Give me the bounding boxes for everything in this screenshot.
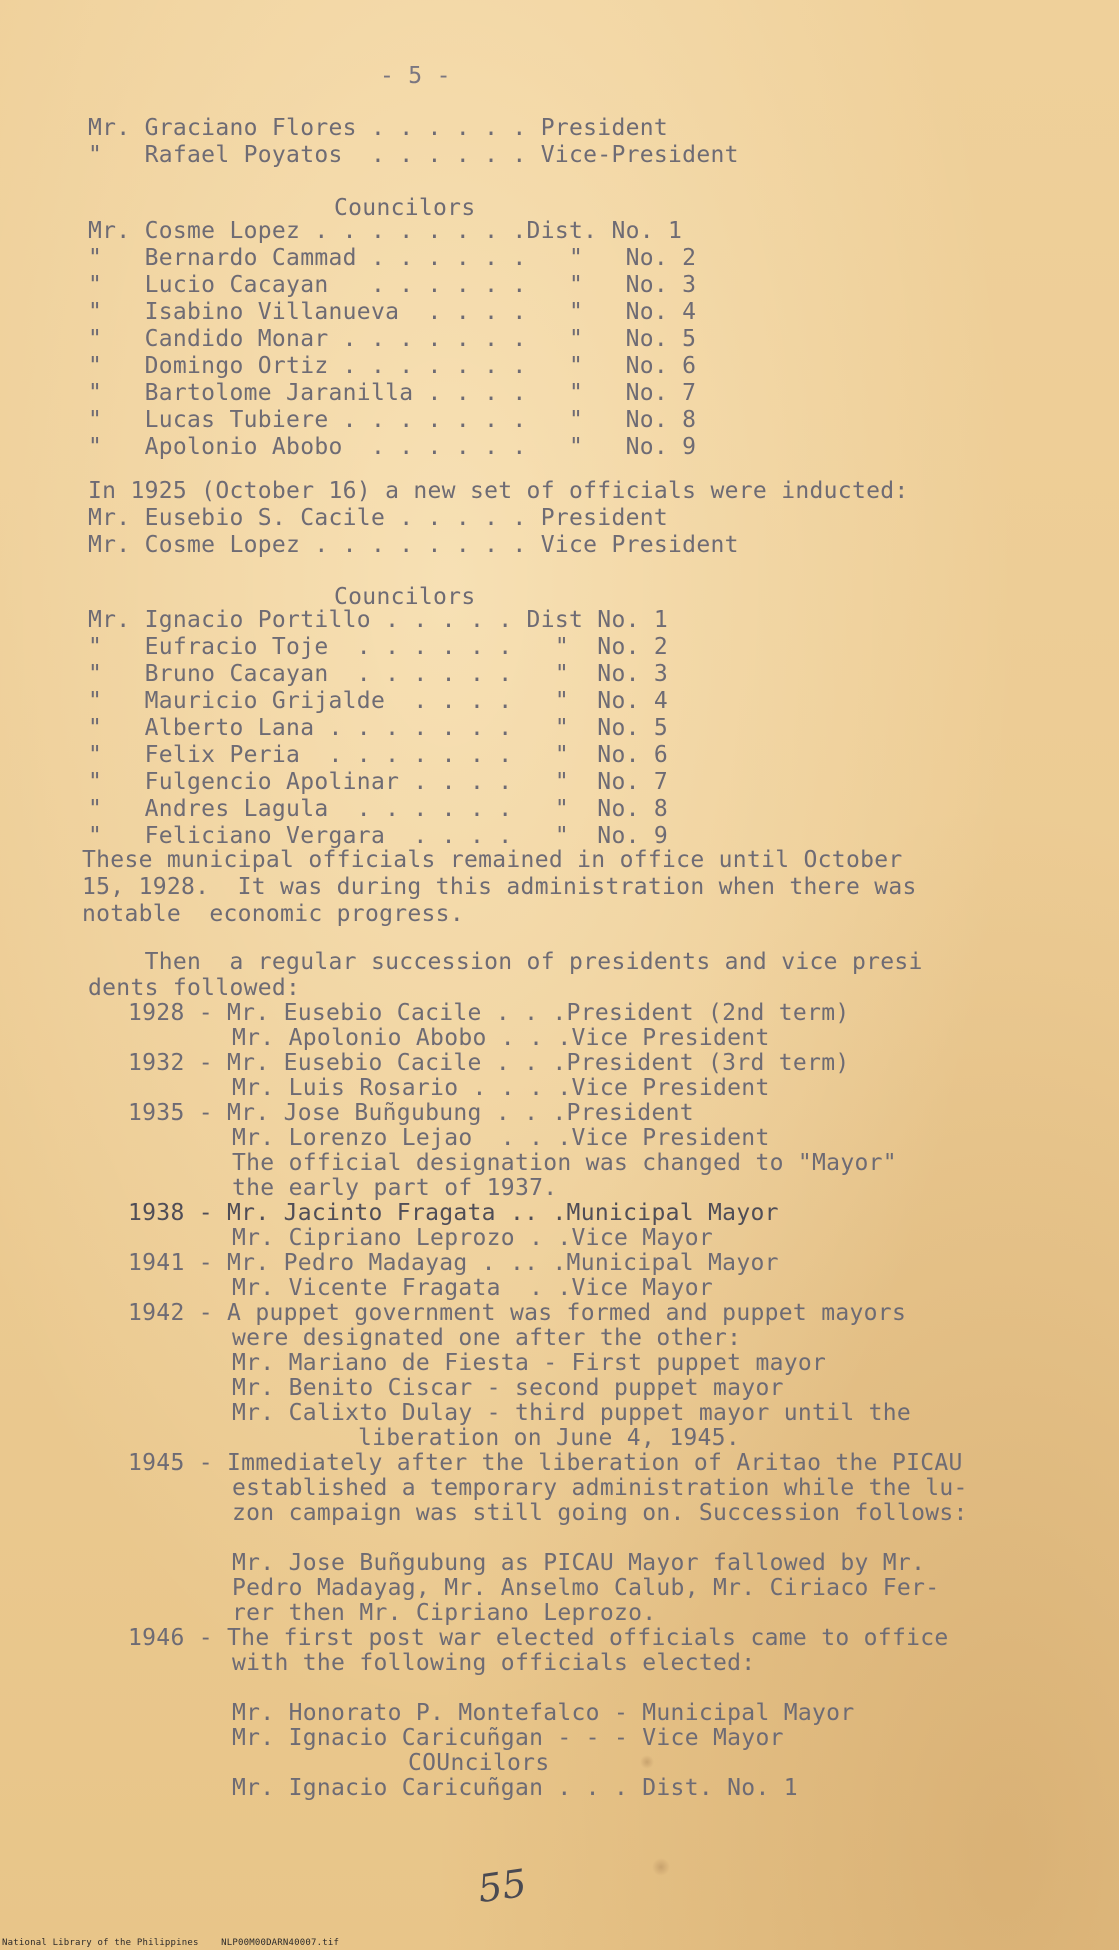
text-line: The official designation was changed to "Mayor" (232, 1150, 897, 1176)
text-line: Mr. Apolonio Abobo . . .Vice President (232, 1025, 770, 1051)
text-line: " Candido Monar . . . . . . . " No. 5 (88, 326, 697, 352)
text-line: zon campaign was still going on. Succession follows: (232, 1500, 968, 1526)
text-line: " Apolonio Abobo . . . . . . " No. 9 (88, 434, 697, 460)
text-line: 15, 1928. It was during this administration when there was (82, 874, 917, 900)
text-line: Then a regular succession of presidents and vice presi (88, 949, 923, 975)
text-line: 1946 - The first post war elected officials came to office (128, 1625, 949, 1651)
text-line: " Fulgencio Apolinar . . . . " No. 7 (88, 769, 669, 795)
ink-stain (652, 1858, 670, 1876)
text-line: 1938 - Mr. Jacinto Fragata .. .Municipal Mayor (128, 1200, 779, 1226)
text-line: dents followed: (88, 975, 301, 1001)
text-line: Mr. Benito Ciscar - second puppet mayor (232, 1375, 784, 1401)
text-line: " Domingo Ortiz . . . . . . . " No. 6 (88, 353, 697, 379)
text-line: 1935 - Mr. Jose Buñgubung . . .President (128, 1100, 694, 1126)
text-line: " Rafael Poyatos . . . . . . Vice-President (88, 142, 739, 168)
text-line: " Bernardo Cammad . . . . . . " No. 2 (88, 245, 697, 271)
handwritten-page-mark: 55 (475, 1860, 530, 1912)
text-line: Mr. Luis Rosario . . . .Vice President (232, 1075, 770, 1101)
text-line: rer then Mr. Cipriano Leprozo. (232, 1600, 657, 1626)
text-line: the early part of 1937. (232, 1175, 558, 1201)
text-line: " Feliciano Vergara . . . . " No. 9 (88, 823, 669, 849)
section-heading: Councilors (334, 584, 476, 610)
text-line: " Eufracio Toje . . . . . . " No. 2 (88, 634, 669, 660)
text-line: 1942 - A puppet government was formed and puppet mayors (128, 1300, 907, 1326)
text-line: " Bartolome Jaranilla . . . . " No. 7 (88, 380, 697, 406)
text-line: Mr. Eusebio S. Cacile . . . . . President (88, 505, 669, 531)
text-line: " Mauricio Grijalde . . . . " No. 4 (88, 688, 669, 714)
section-heading: Councilors (334, 195, 476, 221)
text-line: Mr. Cipriano Leprozo . .Vice Mayor (232, 1225, 714, 1251)
text-line: 1945 - Immediately after the liberation of Aritao the PICAU (128, 1450, 963, 1476)
text-line: Mr. Lorenzo Lejao . . .Vice President (232, 1125, 770, 1151)
text-line: 1932 - Mr. Eusebio Cacile . . .President (3rd term) (128, 1050, 850, 1076)
text-line: These municipal officials remained in office until October (82, 847, 903, 873)
text-line: " Andres Lagula . . . . . . " No. 8 (88, 796, 669, 822)
text-line: In 1925 (October 16) a new set of officials were inducted: (88, 478, 909, 504)
text-line: Pedro Madayag, Mr. Anselmo Calub, Mr. Ciriaco Fer- (232, 1575, 940, 1601)
text-line: " Bruno Cacayan . . . . . . " No. 3 (88, 661, 669, 687)
text-line: " Alberto Lana . . . . . . . " No. 5 (88, 715, 669, 741)
ink-stain (640, 1755, 654, 1769)
text-line: " Isabino Villanueva . . . . " No. 4 (88, 299, 697, 325)
text-line: notable economic progress. (82, 901, 464, 927)
text-line: Mr. Vicente Fragata . .Vice Mayor (232, 1275, 714, 1301)
text-line: Mr. Ignacio Caricuñgan - - - Vice Mayor (232, 1725, 784, 1751)
text-line: Mr. Jose Buñgubung as PICAU Mayor fallowed by Mr. (232, 1550, 926, 1576)
text-line: " Lucio Cacayan . . . . . . " No. 3 (88, 272, 697, 298)
text-line: with the following officials elected: (232, 1650, 756, 1676)
text-line: Mr. Cosme Lopez . . . . . . . . Vice President (88, 532, 739, 558)
text-line: " Lucas Tubiere . . . . . . . " No. 8 (88, 407, 697, 433)
text-line: Mr. Mariano de Fiesta - First puppet mayor (232, 1350, 827, 1376)
text-line: 1928 - Mr. Eusebio Cacile . . .President (2nd term) (128, 1000, 850, 1026)
text-line: Mr. Cosme Lopez . . . . . . . .Dist. No. 1 (88, 218, 683, 244)
text-line: were designated one after the other: (232, 1325, 742, 1351)
text-line: liberation on June 4, 1945. (358, 1425, 740, 1451)
text-line: 1941 - Mr. Pedro Madayag . .. .Municipal Mayor (128, 1250, 779, 1276)
text-line: Mr. Calixto Dulay - third puppet mayor until the (232, 1400, 912, 1426)
scan-footer: National Library of the Philippines NLP00M00DARN40007.tif (2, 1938, 340, 1948)
section-heading: COUncilors (408, 1750, 550, 1776)
text-line: " Felix Peria . . . . . . . " No. 6 (88, 742, 669, 768)
text-line: Mr. Graciano Flores . . . . . . President (88, 115, 669, 141)
text-line: Mr. Honorato P. Montefalco - Municipal Mayor (232, 1700, 855, 1726)
text-line: established a temporary administration while the lu- (232, 1475, 968, 1501)
page-number: - 5 - (380, 63, 451, 89)
text-line: Mr. Ignacio Caricuñgan . . . Dist. No. 1 (232, 1775, 798, 1801)
text-line: Mr. Ignacio Portillo . . . . . Dist No. 1 (88, 607, 669, 633)
